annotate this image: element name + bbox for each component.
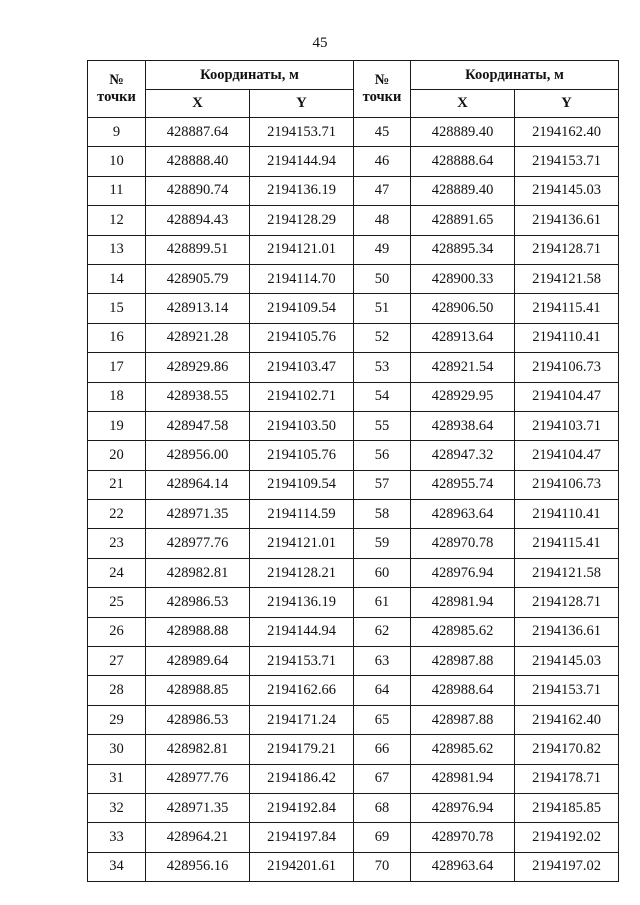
x-coordinate-cell: 428989.64 bbox=[146, 647, 250, 676]
point-number-cell: 21 bbox=[88, 470, 146, 499]
header-point-number-right bbox=[354, 61, 411, 118]
table-row bbox=[88, 294, 619, 323]
point-number-cell: 27 bbox=[88, 647, 146, 676]
y-coordinate-cell: 2194114.59 bbox=[250, 500, 354, 529]
x-coordinate-cell: 428971.35 bbox=[146, 793, 250, 822]
x-coordinate-cell: 428977.76 bbox=[146, 764, 250, 793]
table-row bbox=[88, 823, 619, 852]
y-coordinate-cell: 2194106.73 bbox=[515, 470, 619, 499]
x-coordinate-cell: 428900.33 bbox=[411, 264, 515, 293]
x-coordinate-cell: 428894.43 bbox=[146, 206, 250, 235]
x-coordinate-cell: 428913.14 bbox=[146, 294, 250, 323]
y-coordinate-cell: 2194109.54 bbox=[250, 470, 354, 499]
y-coordinate-cell: 2194153.71 bbox=[250, 118, 354, 147]
y-coordinate-cell: 2194162.40 bbox=[515, 118, 619, 147]
point-number-cell: 17 bbox=[88, 353, 146, 382]
table-row bbox=[88, 470, 619, 499]
x-coordinate-cell: 428987.88 bbox=[411, 705, 515, 734]
y-coordinate-cell: 2194145.03 bbox=[515, 647, 619, 676]
point-number-cell: 28 bbox=[88, 676, 146, 705]
y-coordinate-cell: 2194103.50 bbox=[250, 411, 354, 440]
x-coordinate-cell: 428981.94 bbox=[411, 588, 515, 617]
y-coordinate-cell: 2194136.61 bbox=[515, 206, 619, 235]
header-y-right: Y bbox=[515, 90, 619, 118]
x-coordinate-cell: 428982.81 bbox=[146, 558, 250, 587]
x-coordinate-cell: 428963.64 bbox=[411, 852, 515, 881]
y-coordinate-cell: 2194121.58 bbox=[515, 264, 619, 293]
x-coordinate-cell: 428906.50 bbox=[411, 294, 515, 323]
point-number-cell: 53 bbox=[354, 353, 411, 382]
x-coordinate-cell: 428963.64 bbox=[411, 500, 515, 529]
point-number-cell: 47 bbox=[354, 176, 411, 205]
x-coordinate-cell: 428985.62 bbox=[411, 617, 515, 646]
point-number-cell: 70 bbox=[354, 852, 411, 881]
y-coordinate-cell: 2194192.02 bbox=[515, 823, 619, 852]
x-coordinate-cell: 428887.64 bbox=[146, 118, 250, 147]
point-number-cell: 48 bbox=[354, 206, 411, 235]
y-coordinate-cell: 2194144.94 bbox=[250, 147, 354, 176]
y-coordinate-cell: 2194121.01 bbox=[250, 529, 354, 558]
point-number-cell: 30 bbox=[88, 735, 146, 764]
x-coordinate-cell: 428970.78 bbox=[411, 823, 515, 852]
y-coordinate-cell: 2194153.71 bbox=[515, 147, 619, 176]
point-number-cell: 22 bbox=[88, 500, 146, 529]
table-row bbox=[88, 411, 619, 440]
y-coordinate-cell: 2194128.71 bbox=[515, 235, 619, 264]
y-coordinate-cell: 2194179.21 bbox=[250, 735, 354, 764]
point-number-cell: 65 bbox=[354, 705, 411, 734]
point-number-cell: 9 bbox=[88, 118, 146, 147]
table-row bbox=[88, 676, 619, 705]
point-number-cell: 18 bbox=[88, 382, 146, 411]
x-coordinate-cell: 428986.53 bbox=[146, 588, 250, 617]
table-row bbox=[88, 235, 619, 264]
x-coordinate-cell: 428988.64 bbox=[411, 676, 515, 705]
table-row bbox=[88, 382, 619, 411]
table-row bbox=[88, 441, 619, 470]
header-num-sign: № bbox=[374, 72, 390, 88]
x-coordinate-cell: 428913.64 bbox=[411, 323, 515, 352]
y-coordinate-cell: 2194104.47 bbox=[515, 382, 619, 411]
point-number-cell: 62 bbox=[354, 617, 411, 646]
table-row bbox=[88, 353, 619, 382]
header-x-right: X bbox=[411, 90, 515, 118]
y-coordinate-cell: 2194197.84 bbox=[250, 823, 354, 852]
table-row bbox=[88, 529, 619, 558]
x-coordinate-cell: 428889.40 bbox=[411, 176, 515, 205]
x-coordinate-cell: 428891.65 bbox=[411, 206, 515, 235]
point-number-cell: 29 bbox=[88, 705, 146, 734]
point-number-cell: 69 bbox=[354, 823, 411, 852]
table-row bbox=[88, 588, 619, 617]
x-coordinate-cell: 428899.51 bbox=[146, 235, 250, 264]
table-row bbox=[88, 617, 619, 646]
point-number-cell: 57 bbox=[354, 470, 411, 499]
y-coordinate-cell: 2194103.47 bbox=[250, 353, 354, 382]
x-coordinate-cell: 428981.94 bbox=[411, 764, 515, 793]
x-coordinate-cell: 428929.95 bbox=[411, 382, 515, 411]
x-coordinate-cell: 428970.78 bbox=[411, 529, 515, 558]
header-point-number-left bbox=[88, 61, 146, 118]
y-coordinate-cell: 2194144.94 bbox=[250, 617, 354, 646]
x-coordinate-cell: 428921.28 bbox=[146, 323, 250, 352]
x-coordinate-cell: 428976.94 bbox=[411, 558, 515, 587]
point-number-cell: 49 bbox=[354, 235, 411, 264]
x-coordinate-cell: 428964.14 bbox=[146, 470, 250, 499]
x-coordinate-cell: 428977.76 bbox=[146, 529, 250, 558]
y-coordinate-cell: 2194197.02 bbox=[515, 852, 619, 881]
header-num-label: точки bbox=[362, 89, 402, 105]
y-coordinate-cell: 2194136.19 bbox=[250, 588, 354, 617]
point-number-cell: 13 bbox=[88, 235, 146, 264]
point-number-cell: 11 bbox=[88, 176, 146, 205]
y-coordinate-cell: 2194136.19 bbox=[250, 176, 354, 205]
y-coordinate-cell: 2194110.41 bbox=[515, 323, 619, 352]
y-coordinate-cell: 2194162.66 bbox=[250, 676, 354, 705]
table-row bbox=[88, 147, 619, 176]
y-coordinate-cell: 2194110.41 bbox=[515, 500, 619, 529]
y-coordinate-cell: 2194121.01 bbox=[250, 235, 354, 264]
point-number-cell: 50 bbox=[354, 264, 411, 293]
point-number-cell: 51 bbox=[354, 294, 411, 323]
point-number-cell: 26 bbox=[88, 617, 146, 646]
y-coordinate-cell: 2194114.70 bbox=[250, 264, 354, 293]
x-coordinate-cell: 428888.64 bbox=[411, 147, 515, 176]
y-coordinate-cell: 2194109.54 bbox=[250, 294, 354, 323]
x-coordinate-cell: 428956.00 bbox=[146, 441, 250, 470]
y-coordinate-cell: 2194162.40 bbox=[515, 705, 619, 734]
point-number-cell: 19 bbox=[88, 411, 146, 440]
point-number-cell: 33 bbox=[88, 823, 146, 852]
header-num-label: точки bbox=[97, 89, 136, 105]
point-number-cell: 66 bbox=[354, 735, 411, 764]
y-coordinate-cell: 2194171.24 bbox=[250, 705, 354, 734]
point-number-cell: 32 bbox=[88, 793, 146, 822]
table-row bbox=[88, 764, 619, 793]
point-number-cell: 16 bbox=[88, 323, 146, 352]
table-row bbox=[88, 647, 619, 676]
x-coordinate-cell: 428955.74 bbox=[411, 470, 515, 499]
header-x-left: X bbox=[146, 90, 250, 118]
x-coordinate-cell: 428976.94 bbox=[411, 793, 515, 822]
table-row bbox=[88, 323, 619, 352]
point-number-cell: 34 bbox=[88, 852, 146, 881]
point-number-cell: 64 bbox=[354, 676, 411, 705]
header-coordinates-right: Координаты, м bbox=[411, 61, 619, 90]
point-number-cell: 68 bbox=[354, 793, 411, 822]
point-number-cell: 10 bbox=[88, 147, 146, 176]
point-number-cell: 24 bbox=[88, 558, 146, 587]
x-coordinate-cell: 428938.55 bbox=[146, 382, 250, 411]
point-number-cell: 67 bbox=[354, 764, 411, 793]
y-coordinate-cell: 2194121.58 bbox=[515, 558, 619, 587]
y-coordinate-cell: 2194104.47 bbox=[515, 441, 619, 470]
point-number-cell: 25 bbox=[88, 588, 146, 617]
y-coordinate-cell: 2194136.61 bbox=[515, 617, 619, 646]
x-coordinate-cell: 428986.53 bbox=[146, 705, 250, 734]
x-coordinate-cell: 428985.62 bbox=[411, 735, 515, 764]
header-coordinates-left: Координаты, м bbox=[146, 61, 354, 90]
y-coordinate-cell: 2194115.41 bbox=[515, 529, 619, 558]
y-coordinate-cell: 2194178.71 bbox=[515, 764, 619, 793]
x-coordinate-cell: 428895.34 bbox=[411, 235, 515, 264]
point-number-cell: 45 bbox=[354, 118, 411, 147]
y-coordinate-cell: 2194105.76 bbox=[250, 441, 354, 470]
table-row bbox=[88, 118, 619, 147]
point-number-cell: 31 bbox=[88, 764, 146, 793]
y-coordinate-cell: 2194128.71 bbox=[515, 588, 619, 617]
x-coordinate-cell: 428987.88 bbox=[411, 647, 515, 676]
point-number-cell: 20 bbox=[88, 441, 146, 470]
page-number: 45 bbox=[312, 35, 328, 51]
y-coordinate-cell: 2194170.82 bbox=[515, 735, 619, 764]
y-coordinate-cell: 2194153.71 bbox=[515, 676, 619, 705]
x-coordinate-cell: 428890.74 bbox=[146, 176, 250, 205]
y-coordinate-cell: 2194102.71 bbox=[250, 382, 354, 411]
x-coordinate-cell: 428938.64 bbox=[411, 411, 515, 440]
point-number-cell: 15 bbox=[88, 294, 146, 323]
x-coordinate-cell: 428956.16 bbox=[146, 852, 250, 881]
table-row bbox=[88, 705, 619, 734]
x-coordinate-cell: 428971.35 bbox=[146, 500, 250, 529]
table-row bbox=[88, 852, 619, 881]
point-number-cell: 55 bbox=[354, 411, 411, 440]
y-coordinate-cell: 2194128.29 bbox=[250, 206, 354, 235]
point-number-cell: 56 bbox=[354, 441, 411, 470]
x-coordinate-cell: 428964.21 bbox=[146, 823, 250, 852]
y-coordinate-cell: 2194115.41 bbox=[515, 294, 619, 323]
point-number-cell: 63 bbox=[354, 647, 411, 676]
y-coordinate-cell: 2194128.21 bbox=[250, 558, 354, 587]
y-coordinate-cell: 2194106.73 bbox=[515, 353, 619, 382]
table-row bbox=[88, 558, 619, 587]
point-number-cell: 23 bbox=[88, 529, 146, 558]
x-coordinate-cell: 428947.58 bbox=[146, 411, 250, 440]
point-number-cell: 52 bbox=[354, 323, 411, 352]
point-number-cell: 61 bbox=[354, 588, 411, 617]
y-coordinate-cell: 2194192.84 bbox=[250, 793, 354, 822]
x-coordinate-cell: 428888.40 bbox=[146, 147, 250, 176]
y-coordinate-cell: 2194153.71 bbox=[250, 647, 354, 676]
table-row bbox=[88, 735, 619, 764]
point-number-cell: 60 bbox=[354, 558, 411, 587]
y-coordinate-cell: 2194201.61 bbox=[250, 852, 354, 881]
y-coordinate-cell: 2194145.03 bbox=[515, 176, 619, 205]
table-row bbox=[88, 176, 619, 205]
point-number-cell: 46 bbox=[354, 147, 411, 176]
header-y-left: Y bbox=[250, 90, 354, 118]
x-coordinate-cell: 428988.88 bbox=[146, 617, 250, 646]
x-coordinate-cell: 428905.79 bbox=[146, 264, 250, 293]
y-coordinate-cell: 2194105.76 bbox=[250, 323, 354, 352]
coordinates-table bbox=[87, 60, 619, 882]
x-coordinate-cell: 428982.81 bbox=[146, 735, 250, 764]
header-num-sign: № bbox=[109, 72, 124, 88]
x-coordinate-cell: 428947.32 bbox=[411, 441, 515, 470]
y-coordinate-cell: 2194185.85 bbox=[515, 793, 619, 822]
x-coordinate-cell: 428988.85 bbox=[146, 676, 250, 705]
point-number-cell: 12 bbox=[88, 206, 146, 235]
point-number-cell: 14 bbox=[88, 264, 146, 293]
y-coordinate-cell: 2194186.42 bbox=[250, 764, 354, 793]
x-coordinate-cell: 428889.40 bbox=[411, 118, 515, 147]
table-row bbox=[88, 206, 619, 235]
table-body bbox=[88, 118, 619, 882]
point-number-cell: 59 bbox=[354, 529, 411, 558]
x-coordinate-cell: 428921.54 bbox=[411, 353, 515, 382]
table-row bbox=[88, 500, 619, 529]
point-number-cell: 54 bbox=[354, 382, 411, 411]
table-row bbox=[88, 793, 619, 822]
table-row bbox=[88, 264, 619, 293]
x-coordinate-cell: 428929.86 bbox=[146, 353, 250, 382]
point-number-cell: 58 bbox=[354, 500, 411, 529]
y-coordinate-cell: 2194103.71 bbox=[515, 411, 619, 440]
